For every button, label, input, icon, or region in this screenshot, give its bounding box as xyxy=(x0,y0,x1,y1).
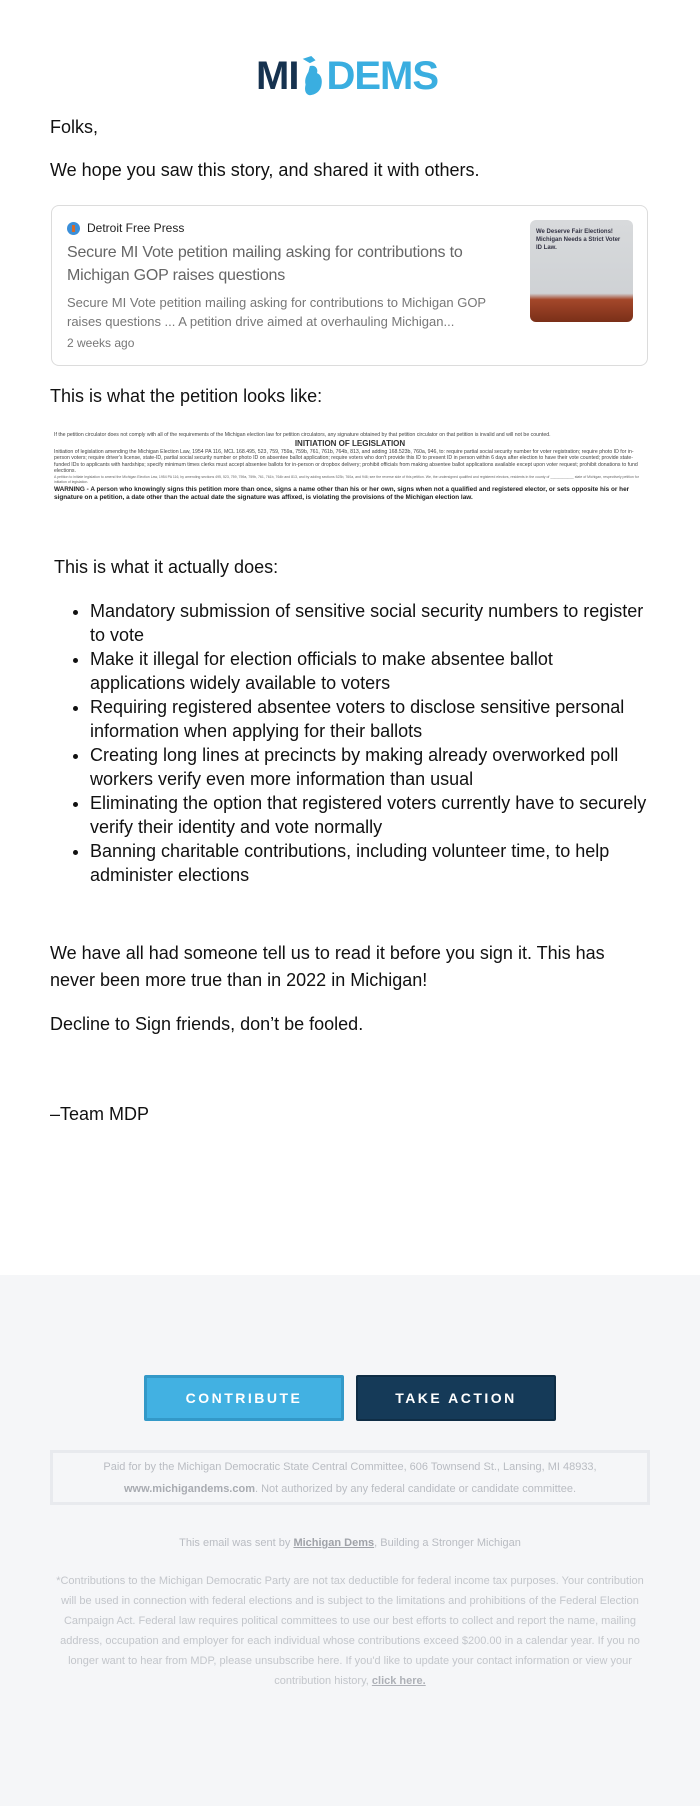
legal-body: *Contributions to the Michigan Democratic Party are not tax deductible for federal income tax purposes. Your contribution will be used in connection with federal elections and is subject to the limitations and prohibitions of the Federal Election Campaign Act. Federal law requires political committees to use our best efforts to collect and report the name, mailing address, occupation and employer for each individual whose contributions exceed $200.00 in a calendar year. If you no longer want to hear from MDP, please unsubscribe here. If you'd like to update your contact information or view your contribution history, xyxy=(56,1575,644,1687)
petition-heading: INITIATION OF LEGISLATION xyxy=(294,438,406,448)
petition-top: If the petition circulator does not comply with all of the requirements of the Michigan election law for petition circulators, any signature obtained by that petition circulator on that petition is invalid and will not be counted. xyxy=(54,432,551,438)
footer xyxy=(0,1275,700,1806)
article-card[interactable] xyxy=(51,205,648,366)
paid-for-disclaimer xyxy=(50,1450,650,1505)
paragraph-read-before-sign: We have all had someone tell us to read it before you sign it. This has never been more true than in 2022 in Michigan! xyxy=(50,943,605,990)
take-action-button[interactable]: TAKE ACTION xyxy=(356,1375,556,1421)
logo-mi: MI xyxy=(256,54,299,98)
petition-intro: This is what the petition looks like: xyxy=(50,386,323,406)
intro-text: We hope you saw this story, and shared it with others. xyxy=(50,160,480,180)
signoff: –Team MDP xyxy=(50,1104,150,1124)
paragraph-decline: Decline to Sign friends, don’t be fooled. xyxy=(50,1014,364,1034)
website-link[interactable]: www.michigandems.com xyxy=(123,1483,255,1495)
petition-small: A petition to initiate legislation to amend the Michigan Election Law, 1954 PA 116, by amending sections 495, 523, 759, 759a, 759b, 761, 761b, 764b and 813, and by adding sections 523b, 760a, and 946; see the reverse side of this petition. We, the undersigned qualified and registered electors, residents in the county of ____________ state of Michigan, respectively petition for initiation of legislation. xyxy=(54,474,639,484)
does-intro: This is what it actually does: xyxy=(54,557,279,577)
article-age: 2 weeks ago xyxy=(67,336,135,350)
list-item: • Make it illegal for election officials to make absentee ballot applications widely available to voters xyxy=(90,647,650,695)
thumbnail-text: We Deserve Fair Elections! Michigan Needs a Strict Voter ID Law. xyxy=(536,229,621,251)
paid-for-text: Paid for by the Michigan Democratic State Central Committee, 606 Townsend St., Lansing, MI 48933, xyxy=(103,1461,597,1473)
click-here-link[interactable]: click here. xyxy=(371,1675,426,1687)
michigan-dems-link[interactable]: Michigan Dems xyxy=(293,1537,375,1549)
effects-list xyxy=(90,599,650,887)
list-item: • Eliminating the option that registered voters currently have to securely verify their identity and vote normally xyxy=(90,791,650,839)
article-snippet: Secure MI Vote petition mailing asking for contributions to Michigan GOP raises questions ... A petition drive aimed at overhauling Michigan... xyxy=(67,295,486,329)
greeting: Folks, xyxy=(50,117,99,137)
petition-image xyxy=(54,432,646,527)
list-item: • Banning charitable contributions, including volunteer time, to help administer elections xyxy=(90,839,650,887)
contribute-button[interactable]: CONTRIBUTE xyxy=(144,1375,344,1421)
article-title[interactable]: Secure MI Vote petition mailing asking for contributions to Michigan GOP raises questions xyxy=(67,244,463,284)
logo-dems: DEMS xyxy=(326,54,439,98)
list-item: • Requiring registered absentee voters to disclose sensitive personal information when applying for their ballots xyxy=(90,695,650,743)
not-authorized-text: . Not authorized by any federal candidate or candidate committee. xyxy=(254,1483,577,1495)
detroit-free-press-favicon-icon xyxy=(67,222,80,235)
sent-by-line xyxy=(0,1535,700,1551)
petition-warning: WARNING - A person who knowingly signs this petition more than once, signs a name other than his or her own, signs when not a qualified and registered elector, or sets opposite his or her signature on a petition, a date other than the actual date the signature was affixed, is violating the provisions of the Michigan election law. xyxy=(54,486,630,502)
legal-text xyxy=(55,1571,645,1691)
source-name: Detroit Free Press xyxy=(87,221,185,235)
mi-dems-logo xyxy=(256,56,438,96)
sent-pre: This email was sent by xyxy=(179,1537,294,1549)
petition-body: Initiation of legislation amending the Michigan Election Law, 1954 PA 116, MCL 168.495, 523, 759, 759a, 759b, 761, 761b, 764b, 813, and adding 168.523b, 760a, 946, to: require partial social security number for voter registration; require photo ID for in-person voters; require driver's license, state-ID, partial social security number or photo ID on absentee ballot application; require voters who don't provide this ID to present ID in person within 6 days after election to have their vote counted; provide state-funded IDs to applicants with hardships; specify minimum times clerks must accept absentee ballots for in-person or dropbox delivery; prohibit officials from making absentee ballot applications available except upon voter request; prohibit donations to fund elections. xyxy=(54,448,638,475)
article-source xyxy=(67,220,184,236)
list-item: • Creating long lines at precincts by making already overworked poll workers verify even more information than usual xyxy=(90,743,650,791)
article-thumbnail xyxy=(530,220,633,322)
michigan-map-icon xyxy=(299,56,325,96)
sent-post: , Building a Stronger Michigan xyxy=(374,1537,521,1549)
list-item: • Mandatory submission of sensitive social security numbers to register to vote xyxy=(90,599,650,647)
